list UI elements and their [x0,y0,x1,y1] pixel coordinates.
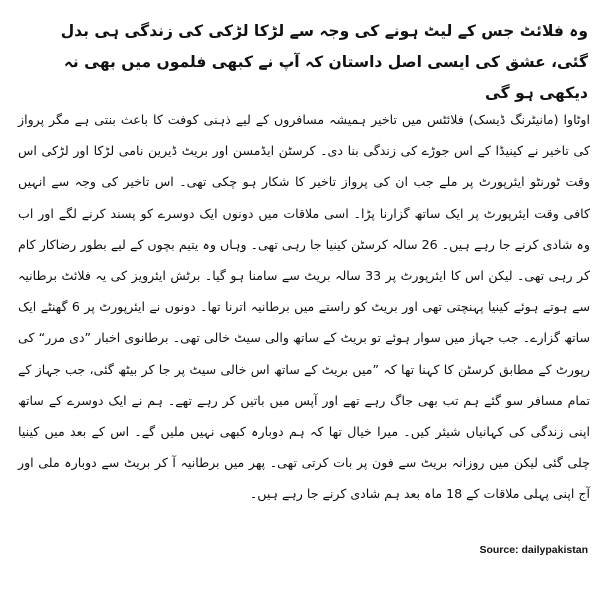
source-credit: Source: dailypakistan [479,544,588,556]
article-headline: وہ فلائٹ جس کے لیٹ ہونے کی وجہ سے لڑکا لڑکی کی زندگی ہی بدل گئی، عشق کی ایسی اصل داستان کہ آپ نے کبھی فلموں میں بھی نہ دیکھی ہو گی [60,22,588,102]
article-body: اوٹاوا (مانیٹرنگ ڈیسک) فلائٹس میں تاخیر ہمیشہ مسافروں کے لیے ذہنی کوفت کا باعث بنتی ہے مگر پرواز کی تاخیر نے کینیڈا کے اس جوڑے کی زندگی بنا دی۔ کرسٹن ایڈمسن اور بریٹ ڈیرین نامی لڑکا اور لڑکی اس وقت ٹورنٹو ایئرپورٹ پر ملے جب ان کی پرواز تاخیر کا شکار ہو چکی تھی۔ اس تاخیر کی وجہ سے انہیں کافی وقت ایئرپورٹ پر ایک ساتھ گزارنا پڑا۔ اسی ملاقات میں دونوں ایک دوسرے کو پسند کرنے لگے اور اب وہ شادی کرنے جا رہے ہیں۔ 26 سالہ کرسٹن کینیا جا رہی تھی۔ وہاں وہ یتیم بچوں کے لیے بطور رضاکار کام کر رہی تھی۔ لیکن اس کا ایئرپورٹ پر 33 سالہ بریٹ سے سامنا ہو گیا۔ برٹش ایئرویز کی یہ فلائٹ برطانیہ سے ہوتے ہوئے کینیا پہنچتی تھی اور بریٹ کو راستے میں برطانیہ اترنا تھا۔ دونوں نے ایئرپورٹ پر 6 گھنٹے ایک ساتھ گزارے۔ جب جہاز میں سوار ہوئے تو بریٹ کے ساتھ والی سیٹ خالی تھی۔ برطانوی اخبار ”دی مرر“ کی رپورٹ کے مطابق کرسٹن کا کہنا تھا کہ ”میں بریٹ کے ساتھ اس خالی سیٹ پر جا کر بیٹھ گئی، جب جہاز کے تمام مسافر سو گئے ہم تب بھی جاگ رہے تھے اور آپس میں باتیں کر رہے تھے۔ ہم نے ایک دوسرے کے ساتھ اپنی زندگی کی کہانیاں شیئر کیں۔ میرا خیال تھا کہ ہم دوبارہ کبھی نہیں ملیں گے۔ اس کے بعد میں کینیا چلی گئی لیکن میں روزانہ بریٹ سے فون پر بات کرتی تھی۔ پھر میں برطانیہ آ کر بریٹ سے دوبارہ ملی اور آج اپنی پہلی ملاقات کے 18 ماہ بعد ہم شادی کرنے جا رہے ہیں۔ [18,112,591,502]
